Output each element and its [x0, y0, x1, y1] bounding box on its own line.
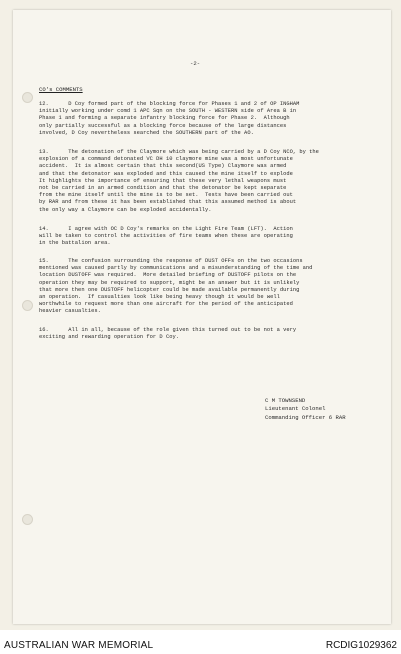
signatory-name: C M TOWNSEND [265, 397, 306, 404]
page-number: -2- [190, 60, 201, 67]
paragraph-13: 13. The detonation of the Claymore which was being carried by a D Coy NCO, by the explosion of a command detonated VC DH 10 claymore mine was a most unfortunate accident. It is almost certain that this second(US Type) Claymore was armed and that the detonator was exploded and this caused the mine itself to explode It highlights the importance of ensuring that these very lethal weapons must not be carried in an armed condition and that the detonator be kept separate from the mine itself until the mine is to be set. Tests have been carried out by RAR and from these it has been established that this assumed method is about the only way a Claymore can be exploded accidentally. [39, 149, 319, 213]
paragraph-16: 16. All in all, because of the role given this turned out to be not a very exciting and rewarding operation for D Coy. [39, 327, 297, 341]
paragraph-12: 12. D Coy formed part of the blocking force for Phases 1 and 2 of OP INGHAM initially working under comd 1 APC Sqn on the SOUTH - WESTERN side of Area B in Phase 1 and forming a separate infantry blocking force for Phase 2. Although only partially successful as a blocking force because of the large distances involved, D Coy nevertheless searched the SOUTHERN part of the AO. [39, 101, 300, 136]
signatory-rank: Lieutenant Colonel [265, 405, 326, 413]
archive-footer [0, 630, 401, 654]
section-heading: CO's COMMENTS [39, 86, 83, 93]
paragraph-14: 14. I agree with OC D Coy's remarks on the Light Fire Team (LFT). Action will be taken to control the activities of fire teams when these are operating in the battalion area. [39, 226, 293, 247]
archive-name: AUSTRALIAN WAR MEMORIAL [4, 640, 154, 651]
punch-hole [22, 92, 33, 103]
punch-hole [22, 300, 33, 311]
signatory-role: Commanding Officer 6 RAR [265, 413, 346, 421]
signature-block [265, 397, 346, 422]
paragraph-15: 15. The confusion surrounding the response of DUST OFFs on the two occasions mentioned was caused partly by communications and a misunderstanding of the time and location DUSTOFF was required. More detailed briefing of DUSTOFF pilots on the operation they may be required to support, might be an answer but it is unlikely that more then one DUSTOFF helicopter could be made available permanently during an operation. If casualties look like being heavy though it would be well worthwhile to request more than one aircraft for the period of the anticipated heavier casualties. [39, 258, 313, 315]
archive-reference: RCDIG1029362 [325, 640, 397, 651]
punch-hole [22, 514, 33, 525]
